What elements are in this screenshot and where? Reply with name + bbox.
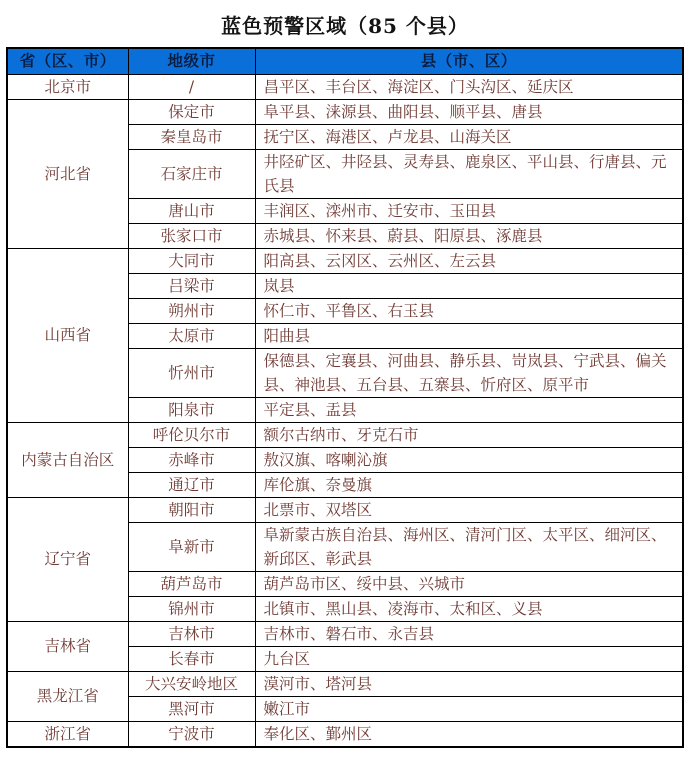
city-cell: 赤峰市 [128, 447, 255, 472]
province-cell: 浙江省 [7, 721, 128, 747]
county-cell: 葫芦岛市区、绥中县、兴城市 [255, 571, 683, 596]
table-body [7, 74, 683, 747]
city-cell: 吕梁市 [128, 273, 255, 298]
city-cell: 太原市 [128, 323, 255, 348]
city-cell: 通辽市 [128, 472, 255, 497]
header-city: 地级市 [128, 48, 255, 74]
county-cell: 漠河市、塔河县 [255, 671, 683, 696]
county-cell: 阜平县、涞源县、曲阳县、顺平县、唐县 [255, 99, 683, 124]
county-cell: 井陉矿区、井陉县、灵寿县、鹿泉区、平山县、行唐县、元氏县 [255, 149, 683, 198]
county-cell: 赤城县、怀来县、蔚县、阳原县、涿鹿县 [255, 223, 683, 248]
city-cell: / [128, 74, 255, 99]
province-cell: 北京市 [7, 74, 128, 99]
province-cell: 河北省 [7, 99, 128, 248]
county-cell: 北镇市、黑山县、凌海市、太和区、义县 [255, 596, 683, 621]
county-cell: 抚宁区、海港区、卢龙县、山海关区 [255, 124, 683, 149]
county-cell: 阳曲县 [255, 323, 683, 348]
table-row [7, 621, 683, 646]
header-province: 省（区、市） [7, 48, 128, 74]
city-cell: 吉林市 [128, 621, 255, 646]
city-cell: 秦皇岛市 [128, 124, 255, 149]
city-cell: 宁波市 [128, 721, 255, 747]
table-row [7, 74, 683, 99]
table-header-row [7, 48, 683, 74]
county-cell: 敖汉旗、喀喇沁旗 [255, 447, 683, 472]
warning-areas-table [6, 47, 684, 748]
page-title: 蓝色预警区域（85 个县） [221, 14, 469, 38]
county-cell: 吉林市、磐石市、永吉县 [255, 621, 683, 646]
city-cell: 忻州市 [128, 348, 255, 397]
city-cell: 大同市 [128, 248, 255, 273]
county-cell: 库伦旗、奈曼旗 [255, 472, 683, 497]
county-cell: 嫩江市 [255, 696, 683, 721]
city-cell: 呼伦贝尔市 [128, 422, 255, 447]
header-county: 县（市、区） [255, 48, 683, 74]
county-cell: 平定县、盂县 [255, 397, 683, 422]
city-cell: 黑河市 [128, 696, 255, 721]
table-row [7, 671, 683, 696]
table-row [7, 248, 683, 273]
city-cell: 石家庄市 [128, 149, 255, 198]
county-cell: 保德县、定襄县、河曲县、静乐县、岢岚县、宁武县、偏关县、神池县、五台县、五寨县、忻府区、原平市 [255, 348, 683, 397]
table-row [7, 721, 683, 747]
city-cell: 朔州市 [128, 298, 255, 323]
city-cell: 长春市 [128, 646, 255, 671]
province-cell: 黑龙江省 [7, 671, 128, 721]
county-cell: 岚县 [255, 273, 683, 298]
county-cell: 昌平区、丰台区、海淀区、门头沟区、延庆区 [255, 74, 683, 99]
table-row [7, 422, 683, 447]
county-cell: 额尔古纳市、牙克石市 [255, 422, 683, 447]
province-cell: 山西省 [7, 248, 128, 422]
county-cell: 阳高县、云冈区、云州区、左云县 [255, 248, 683, 273]
county-cell: 奉化区、鄞州区 [255, 721, 683, 747]
table-row [7, 497, 683, 522]
province-cell: 吉林省 [7, 621, 128, 671]
city-cell: 保定市 [128, 99, 255, 124]
city-cell: 葫芦岛市 [128, 571, 255, 596]
city-cell: 锦州市 [128, 596, 255, 621]
table-row [7, 99, 683, 124]
county-cell: 北票市、双塔区 [255, 497, 683, 522]
city-cell: 阳泉市 [128, 397, 255, 422]
county-cell: 阜新蒙古族自治县、海州区、清河门区、太平区、细河区、新邱区、彰武县 [255, 522, 683, 571]
province-cell: 辽宁省 [7, 497, 128, 621]
city-cell: 朝阳市 [128, 497, 255, 522]
city-cell: 张家口市 [128, 223, 255, 248]
county-cell: 九台区 [255, 646, 683, 671]
province-cell: 内蒙古自治区 [7, 422, 128, 497]
city-cell: 大兴安岭地区 [128, 671, 255, 696]
county-cell: 丰润区、滦州市、迁安市、玉田县 [255, 198, 683, 223]
city-cell: 阜新市 [128, 522, 255, 571]
county-cell: 怀仁市、平鲁区、右玉县 [255, 298, 683, 323]
city-cell: 唐山市 [128, 198, 255, 223]
